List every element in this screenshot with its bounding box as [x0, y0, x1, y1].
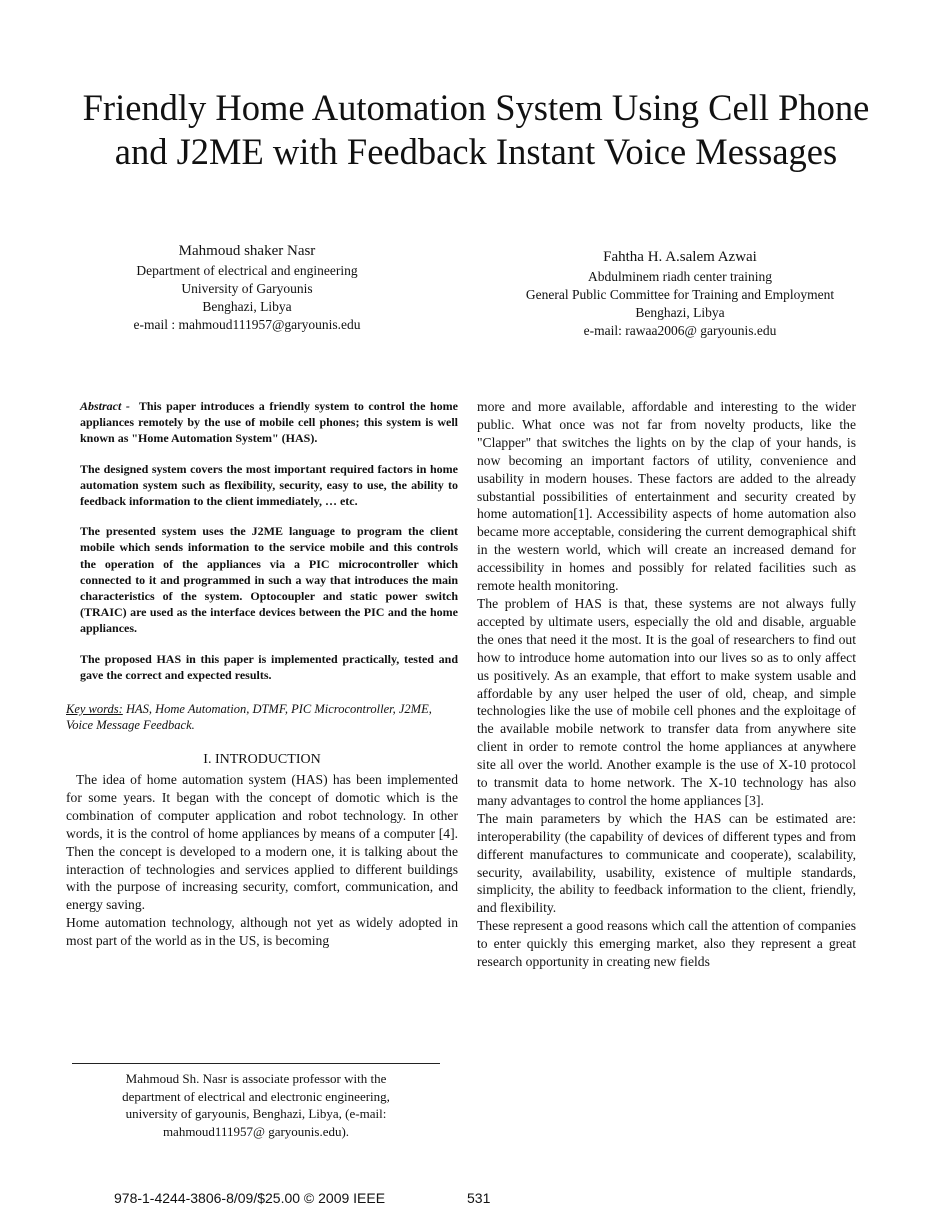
author-block-2: [480, 246, 880, 340]
abstract: [66, 398, 458, 683]
author-affiliation-line: Department of electrical and engineering: [136, 263, 358, 278]
footnote-divider: [72, 1063, 440, 1064]
author-affiliation-line: University of Garyounis: [181, 281, 313, 296]
body-paragraph: The main parameters by which the HAS can be estimated are: interoperability (the capability of devices of different types and from different manufactures to communicate and cooperate), scalability, security, availability, usability, existence of multiple standards, simplicity, the ability to feedback information to the client, friendly, and flexibility.: [477, 810, 856, 916]
body-paragraph: Home automation technology, although not yet as widely adopted in most part of the world as in the US, is becoming: [66, 915, 458, 949]
footnote-line: Mahmoud Sh. Nasr is associate professor with the: [125, 1071, 387, 1086]
left-column: [66, 398, 458, 950]
paper-title: [40, 86, 912, 174]
intro-left-text: [66, 771, 458, 950]
author-affiliation-line: General Public Committee for Training and Employment: [525, 287, 835, 302]
footnote: [80, 1070, 432, 1140]
keywords-text: HAS, Home Automation, DTMF, PIC Microcontroller, J2ME, Voice Message Feedback.: [66, 702, 432, 733]
footnote-line: university of garyounis, Benghazi, Libya, (e-mail:: [125, 1106, 387, 1121]
page-number: 531: [467, 1190, 491, 1206]
title-line-1: Friendly Home Automation System Using Cell Phone: [82, 87, 870, 128]
abstract-paragraph: The proposed HAS in this paper is implemented practically, tested and gave the correct and expected results.: [80, 651, 458, 682]
abstract-paragraph: The presented system uses the J2ME language to program the client mobile which sends information to the service mobile and this controls the operation of the appliances via a PIC microcontroller which connected to it and programmed in such a way that introduces the main characteristics of the system. Optocoupler and static power switch (TRAIC) are used as the interface devices between the PIC and the home appliances.: [80, 524, 458, 636]
isbn-copyright: 978-1-4244-3806-8/09/$25.00 © 2009 IEEE: [114, 1190, 386, 1206]
body-paragraph: These represent a good reasons which call the attention of companies to enter quickly this emerging market, also they represent a great research opportunity in creating new fields: [477, 918, 856, 970]
body-paragraph: The problem of HAS is that, these systems are not always fully accepted by ultimate users, especially the old and disable, arguable the ones that need it the most. It is the goal of researchers to find out how to introduce home automation into our lives so as to only affect us positively. As an example, that effort to make system usable and affordable by any user helped the user of old, cheap, and simple technologies like the use of mobile cell phones and the exploitage of the available mobile network to transfer data from anywhere site client in order to remote control the home appliances at anywhere site all over the world. Another example is the use of X-10 protocol to transmit data to home network. The X-10 technology has also many advantages to control the home appliances [3].: [477, 595, 856, 808]
title-line-2: and J2ME with Feedback Instant Voice Messages: [114, 131, 838, 172]
right-column: [477, 398, 856, 971]
footnote-line: department of electrical and electronic engineering,: [122, 1088, 390, 1104]
keywords-label: Key words:: [66, 702, 123, 717]
author-affiliation-line: Benghazi, Libya: [635, 305, 725, 320]
author-email: e-mail : mahmoud111957@garyounis.edu: [133, 317, 361, 332]
author-block-1: [92, 240, 402, 334]
intro-right-text: [477, 398, 856, 971]
section-heading: I. INTRODUCTION: [203, 752, 321, 768]
keywords: [66, 701, 458, 733]
footnote-line: mahmoud111957@ garyounis.edu).: [162, 1123, 350, 1139]
abstract-text: This paper introduces a friendly system to control the home appliances remotely by the use of mobile cell phones; this system is well known as "Home Automation System" (HAS).: [80, 399, 458, 446]
author-name: Mahmoud shaker Nasr: [178, 243, 316, 259]
abstract-paragraph: [80, 398, 458, 447]
author-affiliation-line: Benghazi, Libya: [202, 299, 292, 314]
author-name: Fahtha H. A.salem Azwai: [603, 249, 757, 265]
abstract-label: Abstract -: [80, 399, 130, 413]
body-paragraph: more and more available, affordable and interesting to the wider public. What once was not far from novelty products, like the "Clapper" that switches the lights on by the clap of your hands, is now becoming an important factors of utility, convenience and usability in modern houses. These factors are added to the already substantial possibilities of entertainment and security created by home automation[1]. Accessibility aspects of home automation also became more acceptable, considering the current demographical shift in the western world, which will create an increased demand for accessibility in homes and possibly for related facilities such as remote health monitoring.: [477, 399, 856, 594]
author-affiliation-line: Abdulminem riadh center training: [587, 269, 773, 284]
author-email: e-mail: rawaa2006@ garyounis.edu: [583, 323, 777, 338]
abstract-paragraph: The designed system covers the most important required factors in home automation system such as flexibility, security, easy to use, the ability to feedback information to the client immediately, … etc.: [80, 461, 458, 509]
body-paragraph: The idea of home automation system (HAS) has been implemented for some years. It began with the concept of domotic which is the combination of computer application and robot technology. In other words, it is the control of home appliances by means of a computer [4]. Then the concept is developed to a modern one, it is talking about the interaction of technologies and services applied to different buildings with the purpose of increasing security, comfort, communication, and energy saving.: [66, 772, 458, 913]
